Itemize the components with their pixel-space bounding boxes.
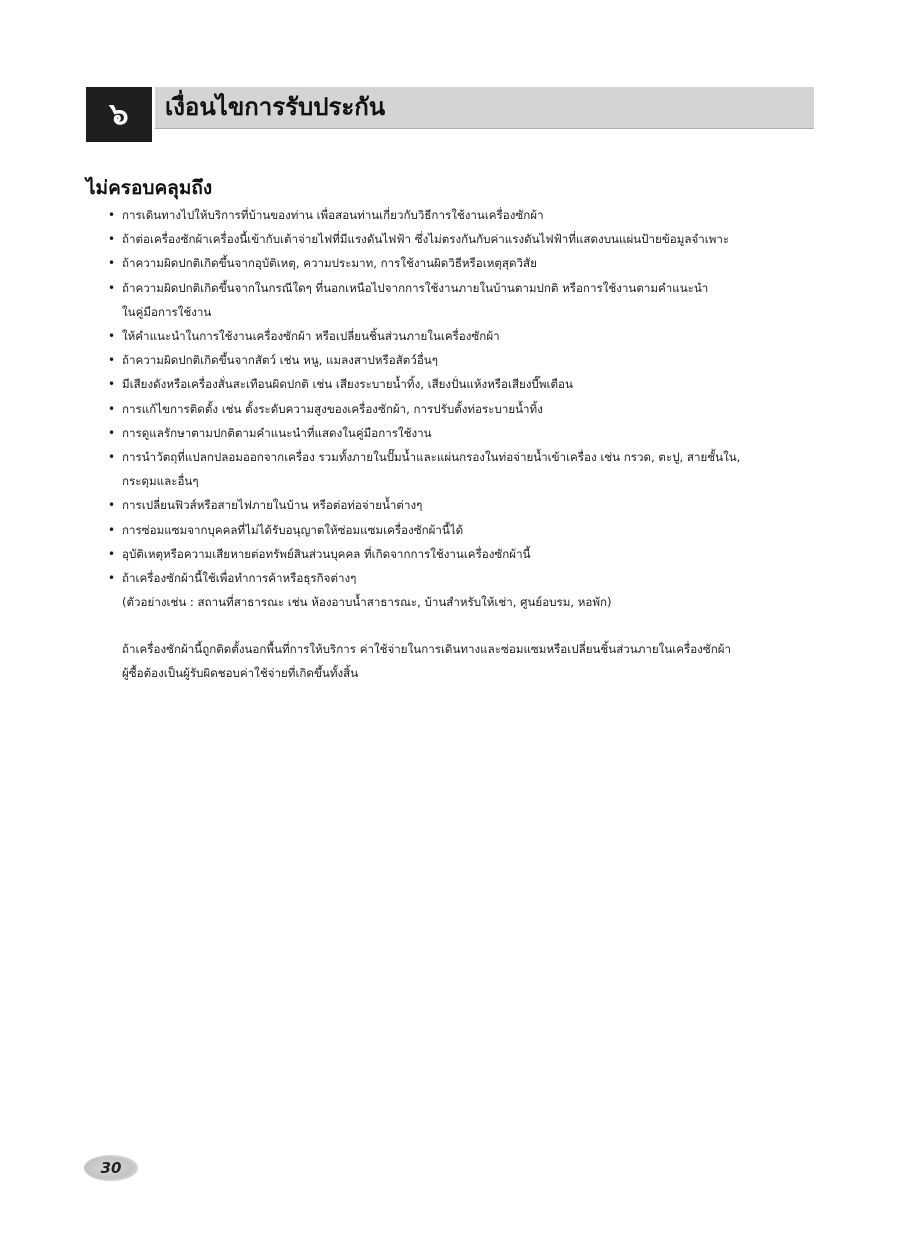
- list-item: • การนำวัตถุที่แปลกปลอมออกจากเครื่อง รวมทั้งภายในปั๊มน้ำและแผ่นกรองในท่อจ่ายน้ำเข้าเครื่อง เช่น กรวด, ตะปู, สายชั้นใน, กระดุมและอื่นๆ: [108, 445, 824, 493]
- list-item: • ถ้าความผิดปกติเกิดขึ้นจากในกรณีใดๆ ที่นอกเหนือไปจากการใช้งานภายในบ้านตามปกติ หรือการใช้งานตามคำแนะนำ ในคู่มือการใช้งาน: [108, 276, 824, 324]
- service-area-note: [122, 637, 822, 685]
- section-subtitle: ไม่ครอบคลุมถึง: [86, 177, 213, 199]
- list-item: • มีเสียงดังหรือเครื่องสั่นสะเทือนผิดปกติ เช่น เสียงระบายน้ำทิ้ง, เสียงปั่นแห้งหรือเสียงบี๊พเตือน: [108, 372, 824, 396]
- list-item: • การแก้ไขการติดตั้ง เช่น ตั้งระดับความสูงของเครื่องซักผ้า, การปรับตั้งท่อระบายน้ำทิ้ง: [108, 397, 824, 421]
- list-item: • การดูแลรักษาตามปกติตามคำแนะนำที่แสดงในคู่มือการใช้งาน: [108, 421, 824, 445]
- list-item: • ถ้าความผิดปกติเกิดขึ้นจากสัตว์ เช่น หนู, แมลงสาปหรือสัตว์อื่นๆ: [108, 348, 824, 372]
- note-line: ผู้ซื้อต้องเป็นผู้รับผิดชอบค่าใช้จ่ายที่เกิดขึ้นทั้งสิ้น: [122, 666, 359, 681]
- page-number: 30: [84, 1155, 138, 1181]
- note-line: ถ้าเครื่องซักผ้านี้ถูกติดตั้งนอกพื้นที่การให้บริการ ค่าใช้จ่ายในการเดินทางและซ่อมแซมหรือเปลี่ยนชิ้นส่วนภายในเครื่องซักผ้า: [122, 642, 732, 656]
- list-item: • ให้คำแนะนำในการใช้งานเครื่องซักผ้า หรือเปลี่ยนชิ้นส่วนภายในเครื่องซักผ้า: [108, 324, 824, 348]
- page-title: เงื่อนไขการรับประกัน: [165, 93, 386, 121]
- section-header: [86, 87, 814, 132]
- list-item: • การเปลี่ยนฟิวส์หรือสายไฟภายในบ้าน หรือต่อท่อจ่ายน้ำต่างๆ: [108, 493, 824, 517]
- section-title-bar: [155, 87, 814, 129]
- list-item: • อุบัติเหตุหรือความเสียหายต่อทรัพย์สินส่วนบุคคล ที่เกิดจากการใช้งานเครื่องซักผ้านี้: [108, 542, 824, 566]
- list-item: • ถ้าความผิดปกติเกิดขึ้นจากอุบัติเหตุ, ความประมาท, การใช้งานผิดวิธีหรือเหตุสุดวิสัย: [108, 251, 824, 275]
- exclusion-list: [108, 203, 824, 614]
- list-item: • ถ้าต่อเครื่องซักผ้าเครื่องนี้เข้ากับเต้าจ่ายไฟที่มีแรงดันไฟฟ้า ซึ่งไม่ตรงกันกับค่าแรงดันไฟฟ้าที่แสดงบนแผ่นป้ายข้อมูลจำเพาะ: [108, 227, 824, 251]
- list-item: • การซ่อมแซมจากบุคคลที่ไม่ได้รับอนุญาตให้ซ่อมแซมเครื่องซักผ้านี้ได้: [108, 518, 824, 542]
- section-number-badge: ๖: [86, 87, 152, 142]
- list-item: • การเดินทางไปให้บริการที่บ้านของท่าน เพื่อสอนท่านเกี่ยวกับวิธีการใช้งานเครื่องซักผ้า: [108, 203, 824, 227]
- list-item: • ถ้าเครื่องซักผ้านี้ใช้เพื่อทำการค้าหรือธุรกิจต่างๆ (ตัวอย่างเช่น : สถานที่สาธารณะ เช่น ห้องอาบน้ำสาธารณะ, บ้านสำหรับให้เช่า, ศูนย์อบรม, หอพัก): [108, 566, 824, 614]
